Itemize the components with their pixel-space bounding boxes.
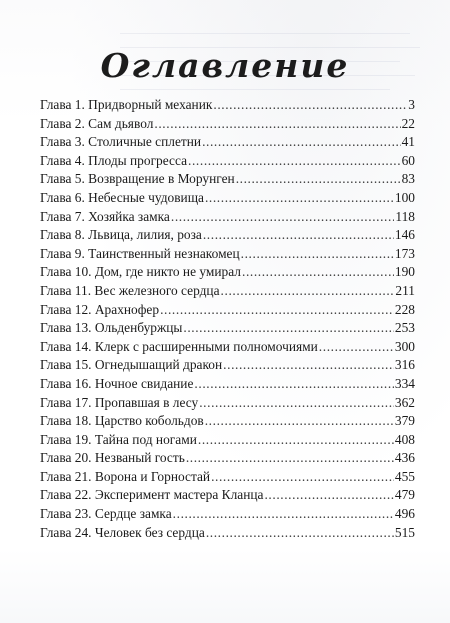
toc-entry bbox=[40, 487, 415, 506]
toc-page-number: 190 bbox=[394, 264, 415, 280]
toc-dot-leader bbox=[211, 469, 394, 485]
toc-entry bbox=[40, 357, 415, 376]
toc-page-number: 300 bbox=[394, 338, 415, 354]
toc-page-number: 100 bbox=[394, 189, 415, 205]
toc-dot-leader bbox=[183, 320, 394, 336]
toc-page-number: 173 bbox=[394, 245, 415, 261]
toc-chapter-title: Глава 2. Сам дьявол bbox=[40, 115, 154, 131]
toc-chapter-title: Глава 13. Ольденбуржцы bbox=[40, 320, 183, 336]
toc-dot-leader bbox=[199, 395, 394, 411]
toc-dot-leader bbox=[188, 153, 401, 169]
toc-entry bbox=[40, 469, 415, 488]
toc-dot-leader bbox=[198, 432, 394, 448]
toc-entry bbox=[40, 209, 415, 228]
toc-chapter-title: Глава 1. Придворный механик bbox=[40, 97, 213, 112]
toc-dot-leader bbox=[205, 190, 394, 206]
toc-dot-leader bbox=[221, 283, 395, 299]
toc-page-number: 83 bbox=[401, 171, 415, 187]
toc-page-number: 334 bbox=[394, 375, 415, 391]
toc-page-number: 436 bbox=[394, 450, 415, 466]
toc-dot-leader bbox=[203, 227, 394, 243]
toc-dot-leader bbox=[160, 302, 394, 318]
toc-page-number: 362 bbox=[394, 394, 415, 410]
toc-dot-leader bbox=[171, 209, 395, 225]
toc-dot-leader bbox=[194, 376, 393, 392]
toc-entry bbox=[40, 432, 415, 451]
toc-dot-leader bbox=[236, 171, 401, 187]
toc-entry bbox=[40, 246, 415, 265]
page-title: Оглавление bbox=[100, 46, 350, 86]
toc-chapter-title: Глава 10. Дом, где никто не умирал bbox=[40, 264, 241, 280]
toc-page-number: 379 bbox=[394, 413, 415, 429]
toc-page-number: 479 bbox=[394, 487, 415, 503]
toc-page-number: 455 bbox=[394, 468, 415, 484]
toc-chapter-title: Глава 21. Ворона и Горностай bbox=[40, 468, 211, 484]
show-through-line bbox=[120, 89, 390, 90]
toc-chapter-title: Глава 3. Столичные сплетни bbox=[40, 134, 202, 150]
toc-dot-leader bbox=[213, 97, 407, 113]
toc-chapter-title: Глава 14. Клерк с расширенными полномочиями bbox=[40, 338, 318, 354]
toc-dot-leader bbox=[264, 487, 393, 503]
toc-entry bbox=[40, 339, 415, 358]
toc-chapter-title: Глава 5. Возвращение в Морунген bbox=[40, 171, 235, 187]
toc-dot-leader bbox=[223, 357, 394, 373]
toc-dot-leader bbox=[202, 134, 401, 150]
toc-chapter-title: Глава 24. Человек без сердца bbox=[40, 524, 205, 540]
toc-dot-leader bbox=[242, 264, 394, 280]
toc-chapter-title: Глава 22. Эксперимент мастера Кланца bbox=[40, 487, 264, 503]
toc-entry bbox=[40, 264, 415, 283]
toc-chapter-title: Глава 20. Незваный гость bbox=[40, 450, 185, 466]
toc-page-number: 515 bbox=[394, 524, 415, 540]
toc-entry bbox=[40, 171, 415, 190]
toc-page-number: 228 bbox=[394, 301, 415, 317]
toc-page-number: 60 bbox=[401, 152, 415, 168]
toc-entry bbox=[40, 97, 415, 116]
toc-page-number: 253 bbox=[394, 320, 415, 336]
toc-entry bbox=[40, 302, 415, 321]
toc-entry bbox=[40, 227, 415, 246]
toc-entry bbox=[40, 413, 415, 432]
toc-chapter-title: Глава 11. Вес железного сердца bbox=[40, 282, 220, 298]
toc-dot-leader bbox=[154, 116, 400, 132]
toc-entry bbox=[40, 395, 415, 414]
toc-entry bbox=[40, 376, 415, 395]
show-through-line bbox=[120, 33, 410, 34]
toc-dot-leader bbox=[205, 413, 394, 429]
toc-entry bbox=[40, 116, 415, 135]
toc-chapter-title: Глава 8. Львица, лилия, роза bbox=[40, 227, 202, 243]
toc-chapter-title: Глава 17. Пропавшая в лесу bbox=[40, 394, 199, 410]
toc-page-number: 22 bbox=[401, 115, 415, 131]
toc-dot-leader bbox=[173, 506, 394, 522]
toc-page-number: 41 bbox=[401, 134, 415, 150]
toc-chapter-title: Глава 6. Небесные чудовища bbox=[40, 189, 204, 205]
toc-chapter-title: Глава 19. Тайна под ногами bbox=[40, 431, 197, 447]
toc-page-number: 146 bbox=[394, 227, 415, 243]
toc-chapter-title: Глава 12. Арахнофер bbox=[40, 301, 160, 317]
table-of-contents bbox=[40, 97, 415, 543]
toc-chapter-title: Глава 9. Таинственный незнакомец bbox=[40, 245, 240, 261]
toc-dot-leader bbox=[241, 246, 394, 262]
toc-entry bbox=[40, 134, 415, 153]
toc-page-number: 118 bbox=[395, 208, 415, 224]
toc-entry bbox=[40, 153, 415, 172]
toc-entry bbox=[40, 525, 415, 544]
toc-entry bbox=[40, 320, 415, 339]
toc-chapter-title: Глава 18. Царство кобольдов bbox=[40, 413, 204, 429]
toc-chapter-title: Глава 16. Ночное свидание bbox=[40, 375, 194, 391]
toc-page-number: 316 bbox=[394, 357, 415, 373]
toc-entry bbox=[40, 506, 415, 525]
toc-page-number: 3 bbox=[408, 97, 415, 112]
toc-page-number: 211 bbox=[395, 282, 415, 298]
toc-entry bbox=[40, 190, 415, 209]
toc-page-number: 496 bbox=[394, 506, 415, 522]
toc-chapter-title: Глава 7. Хозяйка замка bbox=[40, 208, 170, 224]
toc-dot-leader bbox=[206, 525, 394, 541]
toc-page-number: 408 bbox=[394, 431, 415, 447]
toc-dot-leader bbox=[319, 339, 394, 355]
toc-chapter-title: Глава 4. Плоды прогресса bbox=[40, 152, 188, 168]
toc-chapter-title: Глава 15. Огнедышащий дракон bbox=[40, 357, 223, 373]
toc-chapter-title: Глава 23. Сердце замка bbox=[40, 506, 172, 522]
toc-entry bbox=[40, 283, 415, 302]
toc-entry bbox=[40, 450, 415, 469]
toc-dot-leader bbox=[186, 450, 394, 466]
